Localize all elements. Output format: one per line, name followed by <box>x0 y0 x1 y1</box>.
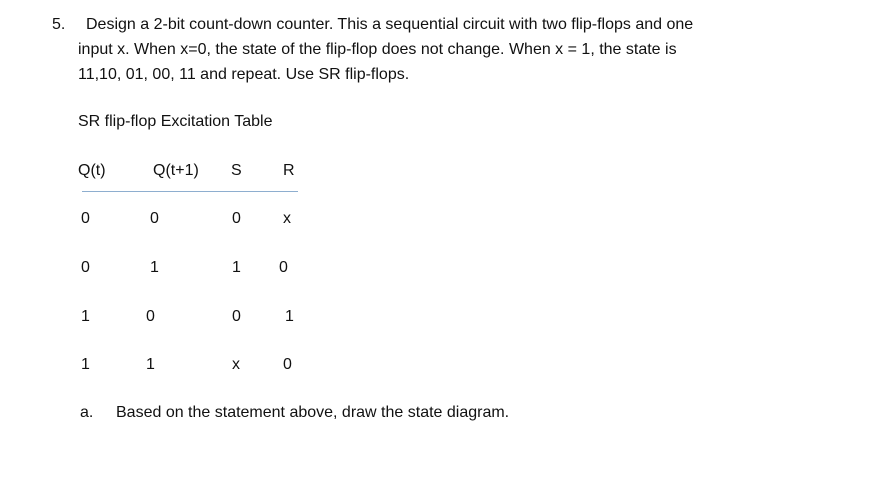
table-cell: 0 <box>81 259 90 276</box>
table-cell: 1 <box>232 259 241 276</box>
table-cell: x <box>283 210 291 227</box>
table-cell: 0 <box>150 210 159 227</box>
header-divider <box>82 191 298 192</box>
subquestion-letter: a. <box>80 404 94 421</box>
problem-number: 5. <box>52 16 66 33</box>
problem-text-line-1: Design a 2-bit count-down counter. This a sequential circuit with two flip-flops and one <box>86 16 694 33</box>
table-cell: 0 <box>146 308 155 325</box>
table-cell: 0 <box>283 356 292 373</box>
table-cell: 1 <box>81 308 90 325</box>
table-cell: 1 <box>285 308 294 325</box>
problem-text-line-3: 11,10, 01, 00, 11 and repeat. Use SR flip-flops. <box>78 66 410 83</box>
header-r: R <box>283 162 295 179</box>
header-qt: Q(t) <box>78 162 106 179</box>
header-qt1: Q(t+1) <box>153 162 199 179</box>
table-cell: 0 <box>232 308 241 325</box>
table-cell: 0 <box>232 210 241 227</box>
table-cell: x <box>232 356 240 373</box>
header-s: S <box>231 162 242 179</box>
table-cell: 1 <box>81 356 90 373</box>
table-cell: 0 <box>279 259 288 276</box>
table-cell: 1 <box>150 259 159 276</box>
table-title: SR flip-flop Excitation Table <box>78 113 273 130</box>
table-cell: 1 <box>146 356 155 373</box>
subquestion-text: Based on the statement above, draw the state diagram. <box>116 404 510 421</box>
problem-text-line-2: input x. When x=0, the state of the flip-flop does not change. When x = 1, the state is <box>78 41 677 58</box>
table-cell: 0 <box>81 210 90 227</box>
